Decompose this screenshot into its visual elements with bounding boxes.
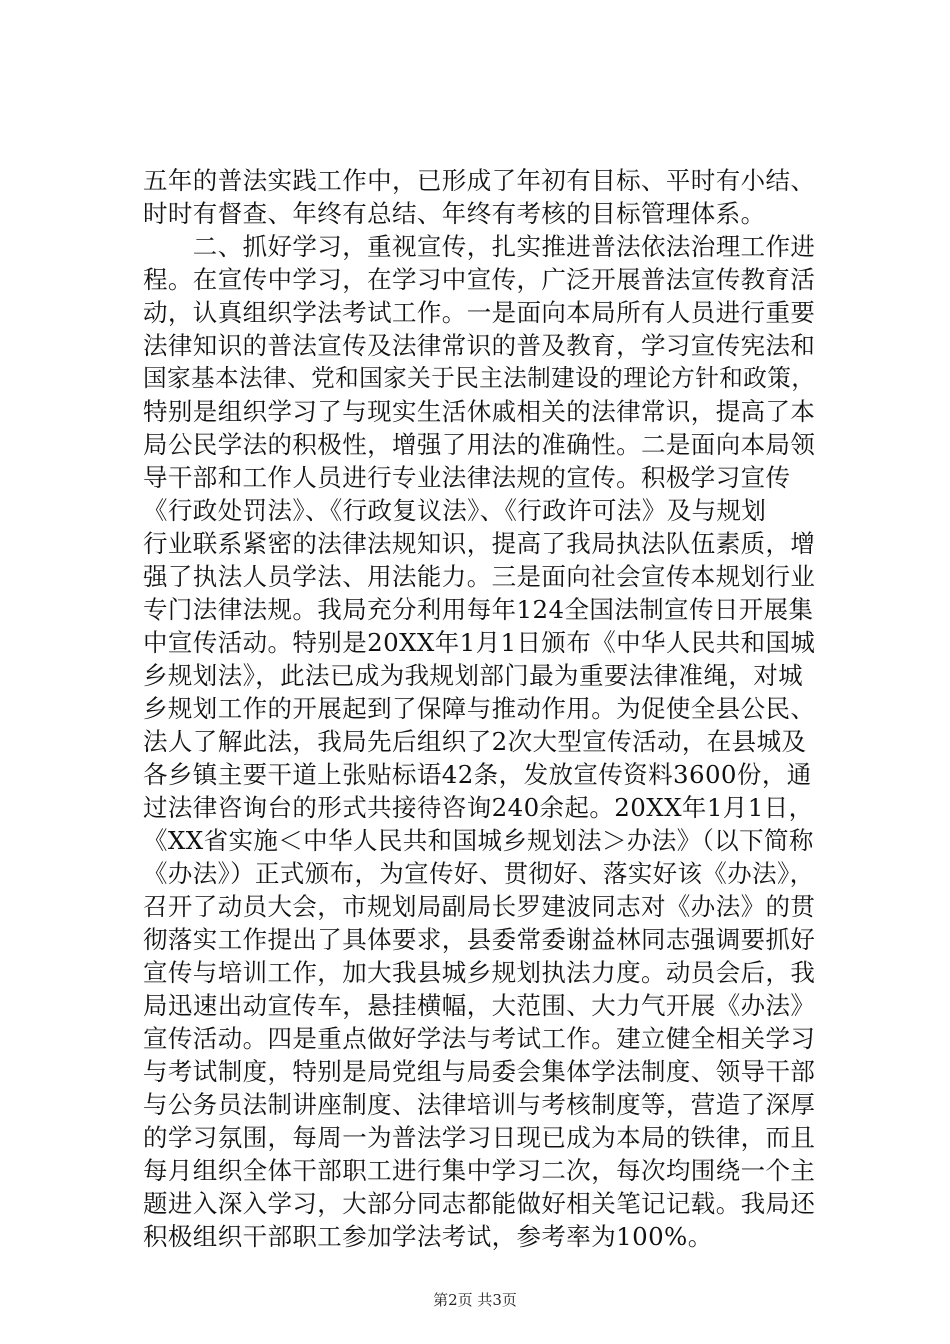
text-line: 特别是组织学习了与现实生活休戚相关的法律常识，提高了本 [143, 397, 816, 426]
text-line: 强了执法人员学法、用法能力。三是面向社会宣传本规划行业 [143, 562, 816, 591]
text-line: 宣传活动。四是重点做好学法与考试工作。建立健全相关学习 [143, 1024, 816, 1053]
text-line: 与考试制度，特别是局党组与局委会集体学法制度、领导干部 [143, 1057, 816, 1086]
text-line: 五年的普法实践工作中，已形成了年初有目标、平时有小结、 [143, 166, 816, 195]
document-body [143, 164, 815, 1253]
text-line: 国家基本法律、党和国家关于民主法制建设的理论方针和政策， [143, 364, 816, 392]
text-line: 专门法律法规。我局充分利用每年124全国法制宣传日开展集 [143, 595, 814, 624]
text-line: 与公务员法制讲座制度、法律培训与考核制度等，营造了深厚 [143, 1090, 816, 1119]
text-line: 乡规划工作的开展起到了保障与推动作用。为促使全县公民、 [143, 694, 816, 723]
text-line: 积极组织干部职工参加学法考试，参考率为100%。 [143, 1222, 713, 1251]
text-line: 《XX省实施＜中华人民共和国城乡规划法＞办法》（以下简称 [143, 826, 814, 855]
text-line: 乡规划法》，此法已成为我规划部门最为重要法律准绳，对城 [143, 661, 804, 690]
text-line: 时时有督查、年终有总结、年终有考核的目标管理体系。 [143, 199, 766, 228]
page-footer: 第2页 共3页 [433, 1291, 517, 1309]
text-line: 的学习氛围，每周一为普法学习日现已成为本局的铁律，而且 [143, 1123, 816, 1152]
text-line: 导干部和工作人员进行专业法律法规的宣传。积极学习宣传 [143, 463, 791, 492]
text-line: 局公民学法的积极性，增强了用法的准确性。二是面向本局领 [143, 430, 816, 459]
text-line: 程。在宣传中学习，在学习中宣传，广泛开展普法宣传教育活 [143, 265, 816, 294]
text-line: 各乡镇主要干道上张贴标语42条，发放宣传资料3600份，通 [143, 760, 812, 789]
text-line: 召开了动员大会，市规划局副局长罗建波同志对《办法》的贯 [143, 892, 816, 921]
text-line: 《办法》）正式颁布，为宣传好、贯彻好、落实好该《办法》， [143, 859, 815, 888]
text-line: 法律知识的普法宣传及法律常识的普及教育，学习宣传宪法和 [143, 331, 816, 360]
text-line: 宣传与培训工作，加大我县城乡规划执法力度。动员会后，我 [143, 958, 816, 987]
text-line: 每月组织全体干部职工进行集中学习二次，每次均围绕一个主 [143, 1156, 816, 1185]
text-line: 题进入深入学习，大部分同志都能做好相关笔记记载。我局还 [143, 1189, 816, 1218]
text-line: 二、抓好学习，重视宣传，扎实推进普法依法治理工作进 [143, 232, 816, 261]
text-line: 《行政处罚法》、《行政复议法》、《行政许可法》及与规划 [143, 496, 767, 525]
text-line: 行业联系紧密的法律法规知识，提高了我局执法队伍素质，增 [143, 529, 816, 558]
text-line: 法人了解此法，我局先后组织了2次大型宣传活动，在县城及 [143, 727, 807, 756]
text-line: 过法律咨询台的形式共接待咨询240余起。20XX年1月1日， [143, 793, 814, 822]
text-line: 局迅速出动宣传车，悬挂横幅，大范围、大力气开展《办法》 [143, 991, 816, 1020]
text-line: 中宣传活动。特别是20XX年1月1日颁布《中华人民共和国城 [143, 628, 816, 657]
text-line: 动，认真组织学法考试工作。一是面向本局所有人员进行重要 [143, 298, 816, 327]
text-line: 彻落实工作提出了具体要求，县委常委谢益林同志强调要抓好 [143, 925, 816, 954]
